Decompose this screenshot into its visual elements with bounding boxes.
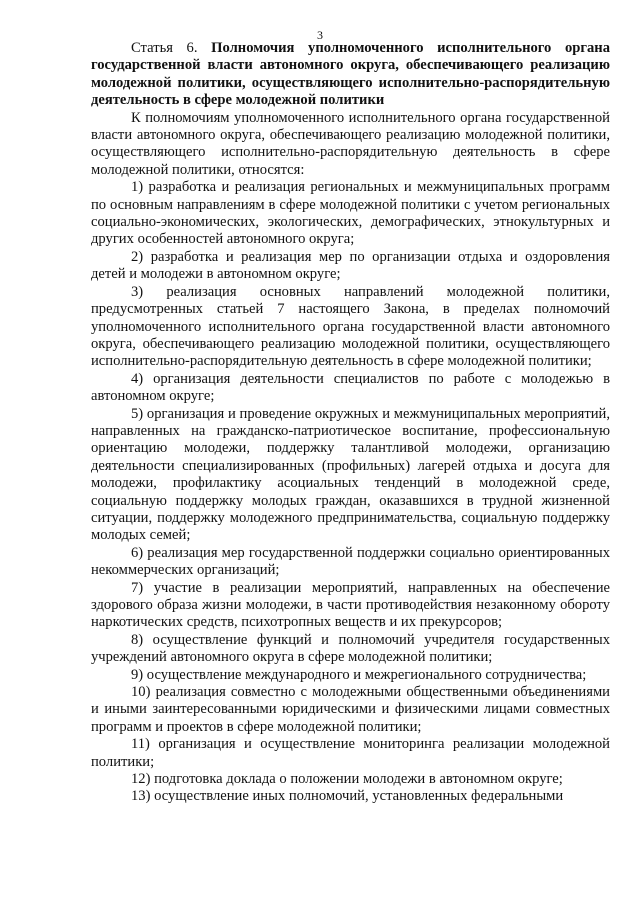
list-item: 11) организация и осуществление мониторинга реализации молодежной политики; xyxy=(91,736,610,770)
article-label: Статья 6. xyxy=(131,40,198,56)
list-item: 5) организация и проведение окружных и межмуниципальных мероприятий, направленных на гражданско-патриотическое воспитание, профессиональную ориентацию молодежи, поддержку талантливой молодежи, организацию деятельности специализированных (профильных) лагерей отдыха и досуга для молодежи, профилактику асоциальных тенденций в молодежной среде, социальную поддержку молодых граждан, оказавшихся в трудной жизненной ситуации, поддержку молодежного предпринимательства, социальную поддержку молодых семей; xyxy=(91,405,610,544)
article-heading xyxy=(91,40,610,110)
page-number: 3 xyxy=(317,28,323,42)
article-title: Полномочия уполномоченного исполнительного органа государственной власти автономного округа, обеспечивающего реализацию молодежной политики, осуществляющего исполнительно-распорядительную деятельность в сфере молодежной политики xyxy=(91,40,610,109)
list-item: 7) участие в реализации мероприятий, направленных на обеспечение здорового образа жизни молодежи, в части противодействия незаконному обороту наркотических средств, психотропных веществ и их прекурсоров; xyxy=(91,579,610,631)
list-item: 9) осуществление международного и межрегионального сотрудничества; xyxy=(131,666,587,683)
list-item: 10) реализация совместно с молодежными общественными объединениями и иными заинтересованными юридическими и физическими лицами совместных программ и проектов в сфере молодежной политики; xyxy=(91,684,610,735)
intro-paragraph: К полномочиям уполномоченного исполнительного органа государственной власти автономного округа, обеспечивающего реализацию молодежной политики, осуществляющего исполнительно-распорядительную деятельность в сфере молодежной политики, относятся: xyxy=(91,109,610,178)
list-item: 3) реализация основных направлений молодежной политики, предусмотренных статьей 7 настоящего Закона, в пределах полномочий уполномоченного исполнительного органа государственной власти автономного округа, обеспечивающего реализацию молодежной политики, осуществляющего исполнительно-распорядительную деятельность в сфере молодежной политики; xyxy=(91,283,610,370)
list-item: 13) осуществление иных полномочий, установленных федеральными xyxy=(131,788,564,805)
list-item: 4) организация деятельности специалистов по работе с молодежью в автономном округе; xyxy=(91,370,610,405)
list-item: 12) подготовка доклада о положении молодежи в автономном округе; xyxy=(131,771,563,788)
list-item: 1) разработка и реализация региональных и межмуниципальных программ по основным направлениям в сфере молодежной политики с учетом региональных социально-экономических, экологических, демографических, этнокультурных и других особенностей автономного округа; xyxy=(91,179,610,248)
list-item: 2) разработка и реализация мер по организации отдыха и оздоровления детей и молодежи в автономном округе; xyxy=(91,248,610,283)
list-item: 6) реализация мер государственной поддержки социально ориентированных некоммерческих организаций; xyxy=(91,544,610,579)
list-item: 8) осуществление функций и полномочий учредителя государственных учреждений автономного округа в сфере молодежной политики; xyxy=(91,631,610,666)
document-body xyxy=(91,40,610,806)
